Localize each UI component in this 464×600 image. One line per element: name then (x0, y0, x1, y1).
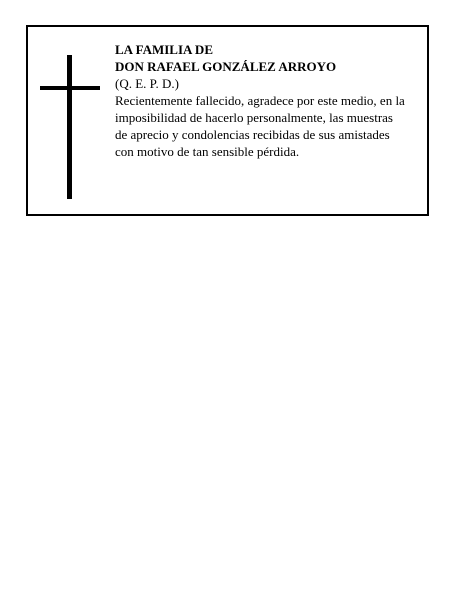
acknowledgement-line: con motivo de tan sensible pérdida. (115, 144, 300, 159)
notice-text (115, 41, 427, 160)
cross-icon (40, 55, 100, 199)
acknowledgement-line: de aprecio y condolencias recibidas de sus amistades (115, 127, 390, 142)
acknowledgement-line: imposibilidad de hacerlo personalmente, las muestras (115, 110, 393, 125)
obituary-notice (26, 25, 429, 216)
acknowledgement-line: Recientemente fallecido, agradece por este medio, en la (115, 93, 405, 108)
acknowledgement-text (115, 92, 427, 160)
family-heading: LA FAMILIA DE (115, 42, 213, 57)
cross-horizontal-bar (40, 86, 100, 90)
deceased-name: DON RAFAEL GONZÁLEZ ARROYO (115, 59, 337, 74)
cross-vertical-bar (67, 55, 72, 199)
qepd-label: (Q. E. P. D.) (115, 76, 179, 91)
